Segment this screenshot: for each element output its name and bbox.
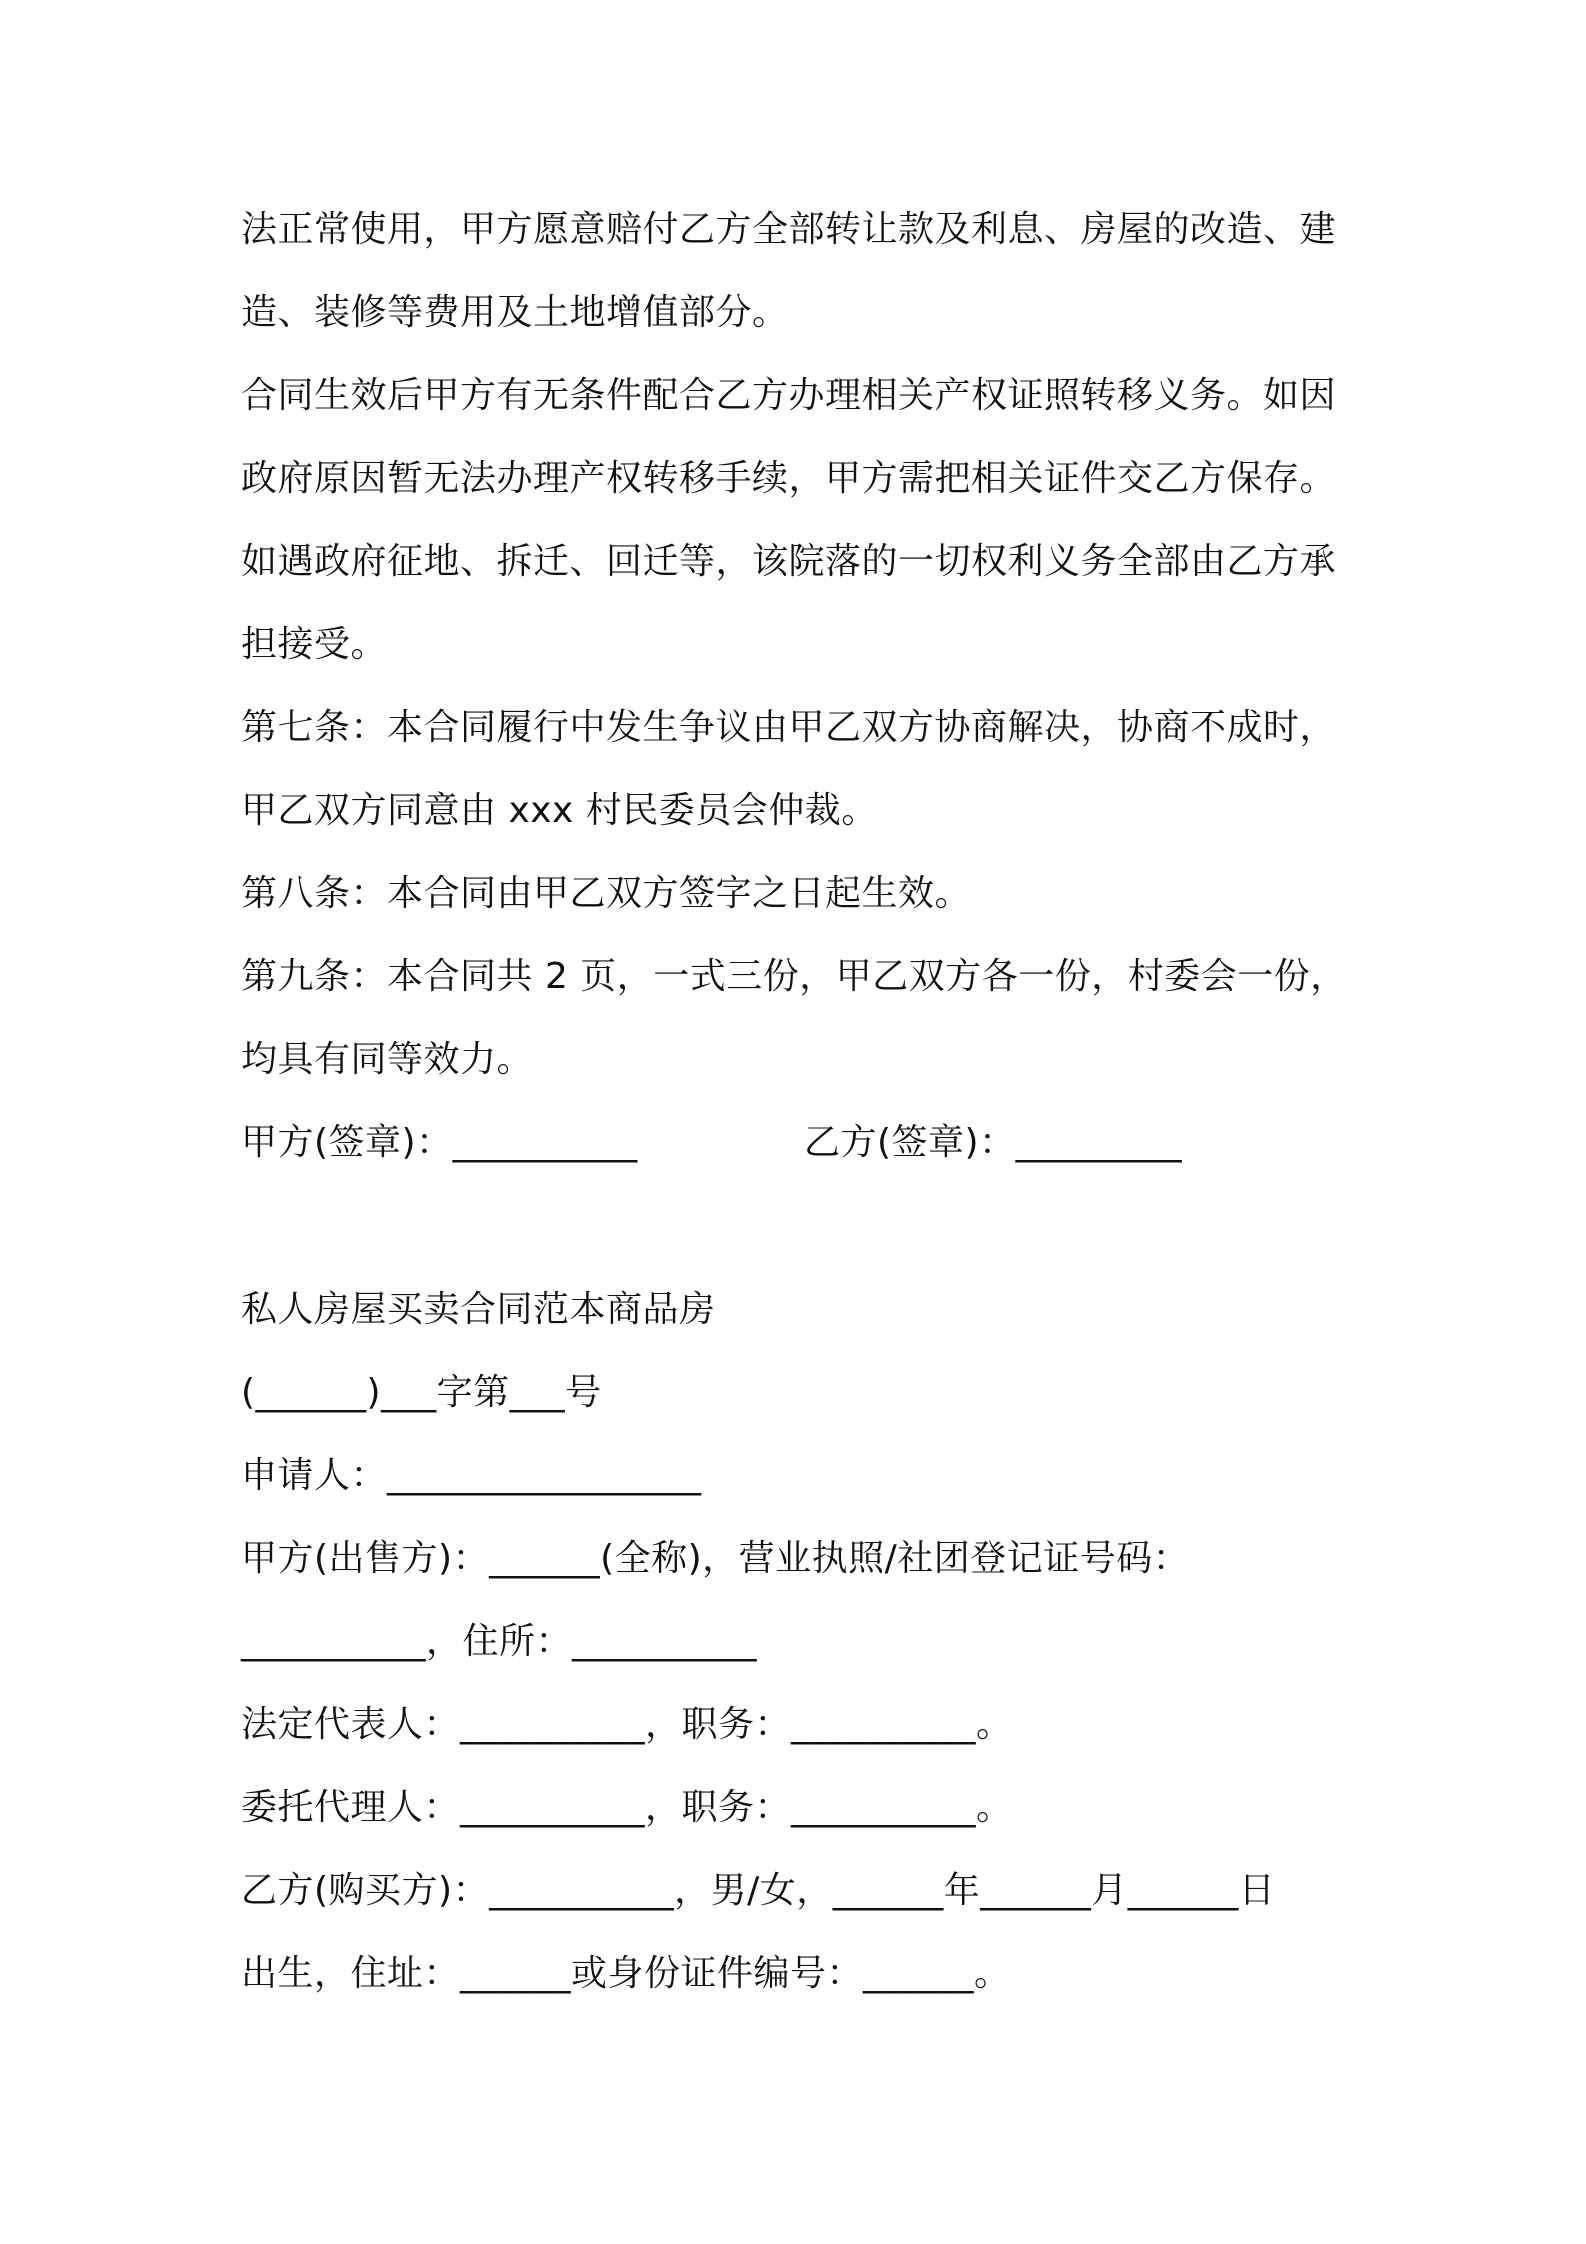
legal-representative-line: 法定代表人：__________，职务：__________。 [241, 1704, 1013, 1745]
article-seven-line: 甲乙双方同意由 xxx 村民委员会仲裁。 [241, 790, 878, 831]
paragraph-line: 合同生效后甲方有无条件配合乙方办理相关产权证照转移义务。如因 [241, 375, 1337, 416]
paragraph-line: 法正常使用，甲方愿意赔付乙方全部转让款及利息、房屋的改造、建 [241, 209, 1337, 250]
contract-number-line: (______)___字第___号 [241, 1372, 602, 1413]
article-seven-line: 第七条：本合同履行中发生争议由甲乙双方协商解决，协商不成时， [241, 707, 1337, 748]
article-eight-line: 第八条：本合同由甲乙双方签字之日起生效。 [241, 873, 972, 914]
agent-line: 委托代理人：__________，职务：__________。 [241, 1787, 1013, 1828]
document-body [241, 200, 1361, 2027]
article-nine-line: 第九条：本合同共 2 页，一式三份，甲乙双方各一份，村委会一份， [241, 956, 1347, 997]
section-gap [241, 1196, 1361, 1280]
signature-row [241, 1113, 1361, 1196]
party-a-signature: 甲方(签章)：__________ [241, 1122, 638, 1163]
second-contract-title: 私人房屋买卖合同范本商品房 [241, 1289, 716, 1330]
article-nine-line: 均具有同等效力。 [241, 1039, 534, 1080]
paragraph-line: 造、装修等费用及土地增值部分。 [241, 292, 789, 333]
seller-line: 甲方(出售方)：______(全称)，营业执照/社团登记证号码： [241, 1538, 1190, 1579]
paragraph-line: 政府原因暂无法办理产权转移手续，甲方需把相关证件交乙方保存。 [241, 458, 1337, 499]
applicant-line: 申请人：_________________ [241, 1455, 702, 1496]
buyer-line: 乙方(购买方)：__________，男/女，______年______月______日 [241, 1870, 1276, 1911]
paragraph-line: 担接受。 [241, 624, 388, 665]
party-b-signature: 乙方(签章)：_________ [804, 1122, 1183, 1163]
buyer-line: 出生，住址：______或身份证件编号：______。 [241, 1953, 1011, 1994]
paragraph-line: 如遇政府征地、拆迁、回迁等，该院落的一切权利义务全部由乙方承 [241, 541, 1337, 582]
seller-line: __________，住所：__________ [241, 1621, 758, 1662]
